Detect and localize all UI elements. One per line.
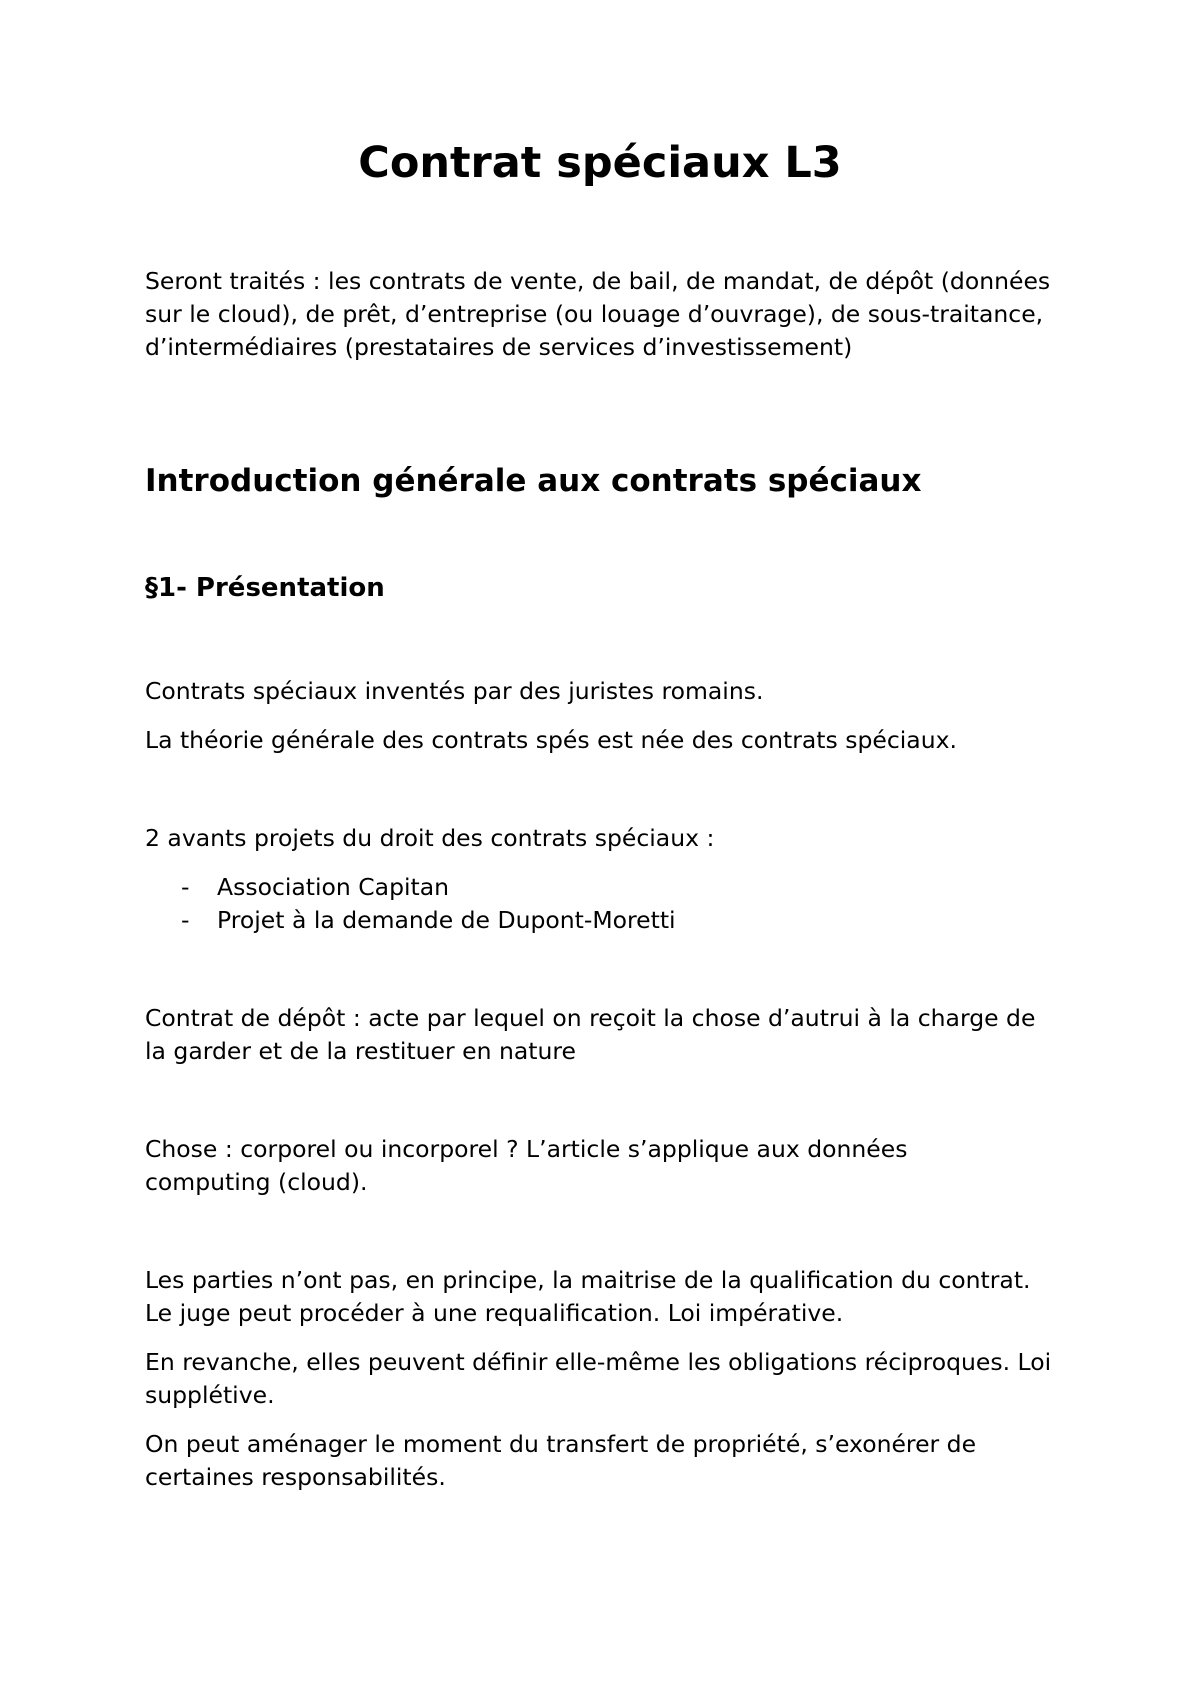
document-title: Contrat spéciaux L3: [358, 138, 842, 188]
paragraph-1: Contrats spéciaux inventés par des juristes romains.: [145, 677, 764, 705]
bullet-dash: -: [181, 873, 190, 901]
paragraph-3: 2 avants projets du droit des contrats spéciaux :: [145, 824, 715, 852]
paragraph-7: En revanche, elles peuvent définir elle-même les obligations réciproques. Loi supplétive.: [145, 1348, 1052, 1409]
heading-section: §1- Présentation: [145, 573, 385, 603]
paragraph-6: Les parties n’ont pas, en principe, la maitrise de la qualification du contrat. Le juge peut procéder à une requalification. Loi impérative.: [145, 1266, 1031, 1327]
list-item: [145, 871, 676, 904]
list-item-text: Association Capitan: [217, 873, 450, 901]
paragraph-2: La théorie générale des contrats spés est née des contrats spéciaux.: [145, 726, 957, 754]
list-item-text: Projet à la demande de Dupont-Moretti: [217, 906, 676, 934]
heading-main: Introduction générale aux contrats spéciaux: [145, 463, 922, 499]
paragraph-8: On peut aménager le moment du transfert de propriété, s’exonérer de certaines responsabilités.: [145, 1430, 977, 1491]
bullet-dash: -: [181, 906, 190, 934]
paragraph-5: Chose : corporel ou incorporel ? L’article s’applique aux données computing (cloud).: [145, 1135, 908, 1196]
bullet-list: [145, 871, 676, 937]
list-item: [145, 904, 676, 937]
paragraph-4: Contrat de dépôt : acte par lequel on reçoit la chose d’autrui à la charge de la garder et de la restituer en nature: [145, 1004, 1036, 1065]
intro-paragraph: Seront traités : les contrats de vente, de bail, de mandat, de dépôt (données sur le cloud), de prêt, d’entreprise (ou louage d’ouvrage), de sous-traitance, d’intermédiaires (prestataires de services d’investissement): [145, 267, 1051, 361]
